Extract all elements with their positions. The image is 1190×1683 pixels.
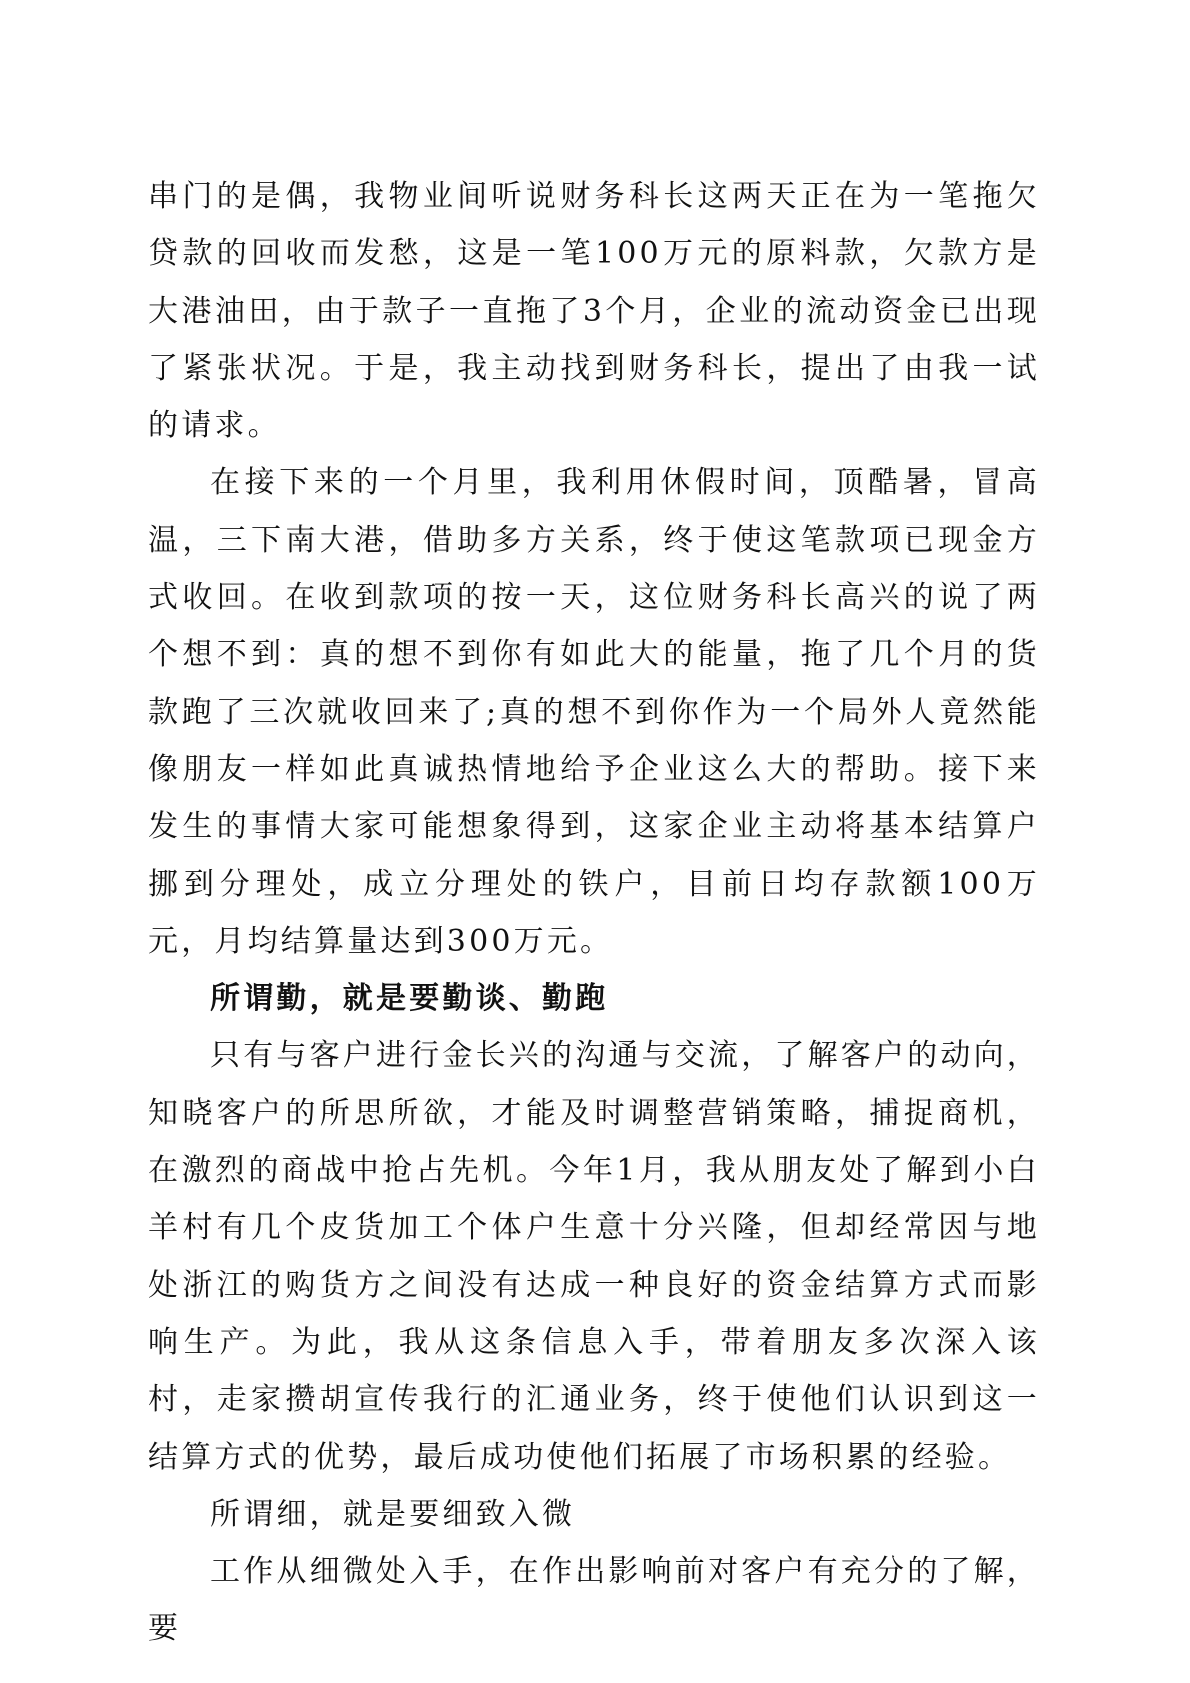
paragraph-debt-recovered: 在接下来的一个月里，我利用休假时间，顶酷暑，冒高温，三下南大港，借助多方关系，终于使这笔款项已现金方式收回。在收到款项的按一天，这位财务科长高兴的说了两个想不到：真的想不到你有如此大的能量，拖了几个月的货款跑了三次就收回来了;真的想不到你作为一个局外人竟然能像朋友一样如此真诚热情地给予企业这么大的帮助。接下来发生的事情大家可能想象得到，这家企业主动将基本结算户挪到分理处，成立分理处的铁户，目前日均存款额100万元，月均结算量达到300万元。 — [148, 465, 1040, 959]
section-heading-diligence: 所谓勤，就是要勤谈、勤跑 — [210, 981, 609, 1017]
document-body — [148, 168, 1040, 1658]
paragraph-debt-recovery-context: 串门的是偶，我物业间听说财务科长这两天正在为一笔拖欠贷款的回收而发愁，这是一笔100万元的原料款，欠款方是大港油田，由于款子一直拖了3个月，企业的流动资金已出现了紧张状况。于是，我主动找到财务科长，提出了由我一试的请求。 — [148, 179, 1040, 444]
paragraph-client-communication: 只有与客户进行金长兴的沟通与交流，了解客户的动向，知晓客户的所思所欲，才能及时调整营销策略，捕捉商机，在激烈的商战中抢占先机。今年1月，我从朋友处了解到小白羊村有几个皮货加工个体户生意十分兴隆，但却经常因与地处浙江的购货方之间没有达成一种良好的资金结算方式而影响生产。为此，我从这条信息入手，带着朋友多次深入该村，走家攒胡宣传我行的汇通业务，终于使他们认识到这一结算方式的优势，最后成功使他们拓展了市场积累的经验。 — [148, 1038, 1040, 1475]
paragraph-detail-start: 工作从细微处入手，在作出影响前对客户有充分的了解，要 — [148, 1554, 1040, 1647]
section-heading-detail: 所谓细，就是要细致入微 — [210, 1496, 576, 1532]
